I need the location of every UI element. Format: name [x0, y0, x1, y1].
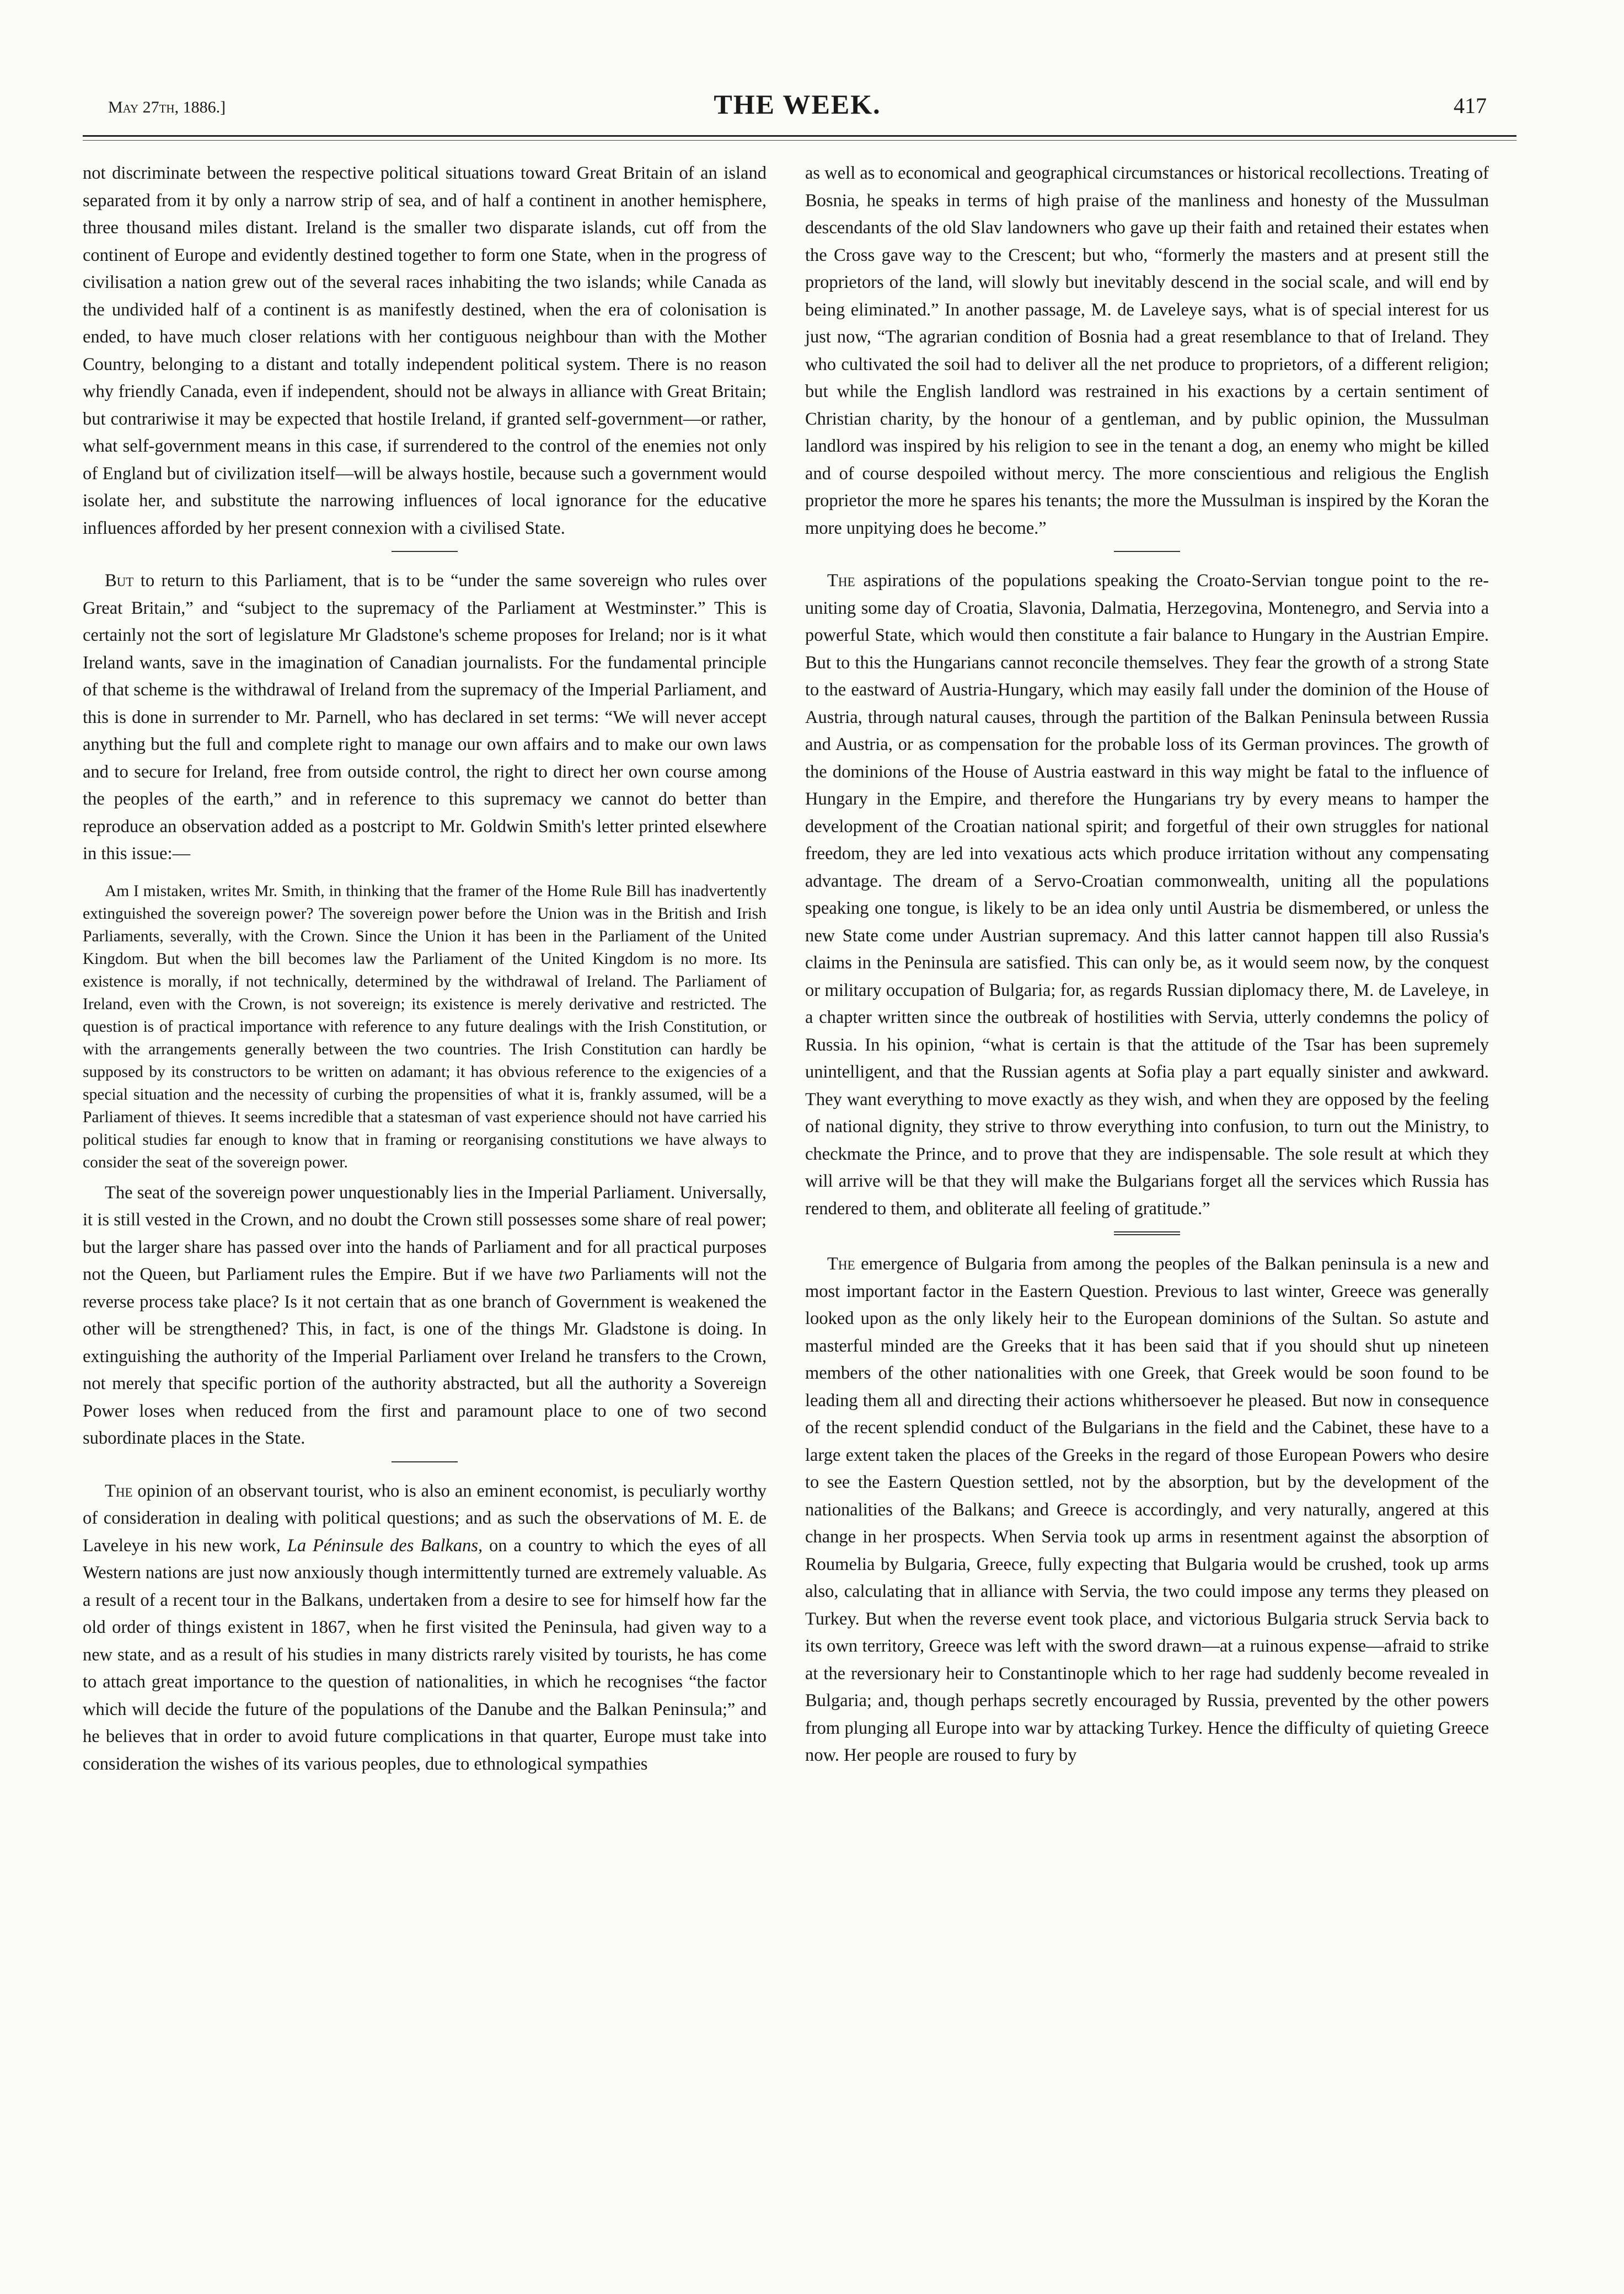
section-divider — [392, 551, 458, 552]
article-paragraph — [83, 567, 767, 868]
lead-word: The — [105, 1481, 133, 1501]
header-rule — [83, 135, 1516, 141]
section-divider — [392, 1461, 458, 1462]
article-paragraph: not discriminate between the respective political situations toward Great Britain of an island separated from it by only a narrow strip of sea, and of half a continent in another hemisphere, three thousand miles distant. Ireland is the smaller two disparate islands, cut off from the continent of Europe and evidently destined together to form one State, when in the progress of civilisation a nation grew out of the several races inhabiting the two islands; while Canada as the undivided half of a continent is as manifestly destined, when the era of colonisation is ended, to have much closer relations with her contiguous neighbour than with the Mother Country, belonging to a distant and totally independent political system. There is no reason why friendly Canada, even if independent, should not be always in alliance with Great Britain; but contrariwise it may be expected that hostile Ireland, if granted self-government—or rather, what self-government means in this case, if surrendered to the control of the enemies not only of England but of civilization itself—will be always hostile, because such a government would isolate her, and substitute the narrowing influences of local ignorance for the educative influences afforded by her present connexion with a civilised State. — [83, 163, 767, 538]
paragraph-text: aspirations of the populations speaking the Croato-Servian tongue point to the re-uniting some day of Croatia, Slavonia, Dalmatia, Herzegovina, Montenegro, and Servia into a powerful State, which would then constitute a fair balance to Hungary in the Austrian Empire. But to this the Hungarians cannot reconcile themselves. They fear the growth of a strong State to the eastward of Austria-Hungary, which may easily fall under the dominion of the House of Austria, through natural causes, through the partition of the Balkan Peninsula between Russia and Austria, or as compensation for the probable loss of its German provinces. The growth of the dominions of the House of Austria eastward in this way might be fatal to the influence of Hungary in the Empire, and therefore the Hungarians try by every means to hamper the development of the Croatian national spirit; and forgetful of their own struggles for national freedom, they are led into vexatious acts which produce irritation without any compensating advantage. The dream of a Servo-Croatian commonwealth, uniting all the populations speaking one tongue, is likely to be an idea only until Austria be dismembered, or unless the new State come under Austrian supremacy. And this latter cannot happen till also Russia's claims in the Peninsula are satisfied. This can only be, as it would seem now, by the conquest or military occupation of Bulgaria; for, as regards Russian diplomacy there, M. de Laveleye, in a chapter written since the outbreak of hostilities with Servia, utterly condemns the policy of Russia. In his opinion, “what is certain is that the attitude of the Tsar has been supremely unintelligent, and that the Russian agents at Sofia play a part equally sinister and awkward. They want everything to move exactly as they wish, and when they are opposed by the feeling of national dignity, they strive to throw everything into confusion, to turn out the Ministry, to checkmate the Prince, and to prove that they are indispensable. The sole result at which they will arrive will be that they will make the Bulgarians forget all the services which Russia has rendered to them, and obliterate all feeling of gratitude.” — [805, 571, 1489, 1219]
lead-word: The — [827, 1254, 855, 1274]
article-paragraph — [83, 1180, 767, 1452]
emphasis: two — [559, 1264, 585, 1284]
issue-date: May 27th, 1886.] — [108, 98, 226, 116]
right-column — [805, 160, 1489, 1770]
page-header — [108, 88, 1487, 127]
lead-word: The — [827, 571, 855, 591]
paragraph-text: Parliaments will not the reverse process take place? Is it not certain that as one branch of Government is weakened the other will be strengthened? This, in fact, is one of the things Mr. Gladstone is doing. In extinguishing the authority of the Imperial Parliament over Ireland he transfers to the Crown, not merely that specific portion of the authority abstracted, but all the authority a Sovereign Power loses when reduced from the first and paramount place to one of two second subordinate places in the State. — [83, 1264, 767, 1448]
section-divider — [1114, 1231, 1180, 1235]
article-paragraph — [805, 1251, 1489, 1770]
paragraph-text: The seat of the sovereign power unquestionably lies in the Imperial Parliament. Universally, it is still vested in the Crown, and no doubt the Crown still possesses some share of real power; but the larger share has passed over into the hands of Parliament and for all practical purposes not the Queen, but Parliament rules the Empire. But if we have — [83, 1182, 767, 1284]
paragraph-text: opinion of an observant tourist, who is also an eminent economist, is peculiarly worthy of consideration in dealing with political questions; and as such the observations of M. E. de Laveleye in his new work, — [83, 1481, 767, 1556]
left-column — [83, 160, 767, 1778]
paragraph-text: emergence of Bulgaria from among the peoples of the Balkan peninsula is a new and most important factor in the Eastern Question. Previous to last winter, Greece was generally looked upon as the only likely heir to the European dominions of the Sultan. So astute and masterful minded are the Greeks that it has been said that if you should shut up nineteen members of the other nationalities with one Greek, that Greek would be soon found to be leading them all and directing their actions whithersoever he pleased. But now in consequence of the recent splendid conduct of the Bulgarians in the field and the Cabinet, these have to a large extent taken the places of the Greeks in the regard of those European Powers who desire to see the Eastern Question settled, not by the absorption, but by the development of the nationalities of the Balkans; and Greece is accordingly, and very naturally, angered at this change in her prospects. When Servia took up arms in resentment against the absorption of Roumelia by Bulgaria, Greece, fully expecting that Bulgaria would be crushed, took up arms also, calculating that in alliance with Servia, the two could impose any terms they pleased on Turkey. But when the reverse event took place, and victorious Bulgaria struck Servia back to its own territory, Greece was left with the sword drawn—at a ruinous expense—afraid to strike at the reversionary heir to Constantinople which to her rage had suddenly become revealed in Bulgaria; and, though perhaps secretly encouraged by Russia, prevented by the other powers from plunging all Europe into war by attacking Turkey. Hence the difficulty of quieting Greece now. Her people are roused to fury by — [805, 1254, 1489, 1765]
article-paragraph: as well as to economical and geographical circumstances or historical recollections. Treating of Bosnia, he speaks in terms of high praise of the manliness and honesty of the Mussulman descendants of the old Slav landowners who gave up their faith and retained their estates when the Cross gave way to the Crescent; but who, “formerly the masters and at present still the proprietors of the land, will slowly but inevitably descend in the social scale, and will end by being eliminated.” In another passage, M. de Laveleye says, what is of special interest for us just now, “The agrarian condition of Bosnia had a great resemblance to that of Ireland. They who cultivated the soil had to deliver all the net produce to proprietors, of a different religion; but while the English landlord was restrained in his exactions by a certain sentiment of Christian charity, by the honour of a gentleman, and by public opinion, the Mussulman landlord was inspired by his religion to see in the tenant a dog, an enemy who might be killed and of course despoiled without mercy. The more conscientious and religious the English proprietor the more he spares his tenants; the more the Mussulman is inspired by the Koran the more unpitying does he become.” — [805, 163, 1489, 538]
page-number: 417 — [1454, 93, 1487, 118]
block-quote: Am I mistaken, writes Mr. Smith, in thinking that the framer of the Home Rule Bill has inadvertently extinguished the sovereign power? The sovereign power before the Union was in the British and Irish Parliaments, severally, with the Crown. Since the Union it has been in the Parliament of the United Kingdom. But when the bill becomes law the Parliament of the United Kingdom is no more. Its existence is morally, if not technically, determined by the withdrawal of Ireland. The Parliament of Ireland, even with the Crown, is not sovereign; its existence is merely derivative and restricted. The question is of practical importance with reference to any future dealings with the Irish Constitution, or with the arrangements generally between the two countries. The Irish Constitution can hardly be supposed by its constructors to be written on adamant; it has obvious reference to the exigencies of a special situation and the necessity of curbing the propensities of what it is, frankly assumed, will be a Parliament of thieves. It seems incredible that a statesman of vast experience should not have carried his political studies far enough to know that in framing or reorganising constitutions we have always to consider the seat of the sovereign power. — [83, 882, 767, 1171]
article-paragraph — [83, 1478, 767, 1778]
paragraph-text: on a country to which the eyes of all Western nations are just now anxiously though intermittently turned are extremely valuable. As a result of a recent tour in the Balkans, undertaken from a desire to see for himself how far the old order of things existent in 1867, when he first visited the Peninsula, had given way to a new state, and as a result of his studies in many districts rarely visited by tourists, he has come to attach great importance to the question of nationalities, in which he recognises “the factor which will decide the future of the populations of the Danube and the Balkan Peninsula;” and he believes that in order to avoid future complications in that quarter, Europe must take into consideration the wishes of its various peoples, due to ethnological sympathies — [83, 1535, 767, 1774]
masthead-title: THE WEEK. — [714, 89, 881, 120]
article-paragraph — [805, 567, 1489, 1223]
paragraph-text: to return to this Parliament, that is to be “under the same sovereign who rules over Great Britain,” and “subject to the supremacy of the Parliament at Westminster.” This is certainly not the sort of legislature Mr Gladstone's scheme proposes for Ireland; nor is it what Ireland wants, save in the imagination of Canadian journalists. For the fundamental principle of that scheme is the withdrawal of Ireland from the supremacy of the Imperial Parliament, and this is done in surrender to Mr. Parnell, who has declared in set terms: “We will never accept anything but the full and complete right to manage our own affairs and to make our own laws and to secure for Ireland, free from outside control, the right to direct her own course among the peoples of the earth,” and in reference to this supremacy we cannot do better than reproduce an observation added as a postcript to Mr. Goldwin Smith's letter printed elsewhere in this issue:— — [83, 571, 767, 864]
emphasis: La Péninsule des Balkans, — [287, 1535, 483, 1556]
section-divider — [1114, 551, 1180, 552]
lead-word: But — [105, 571, 134, 591]
